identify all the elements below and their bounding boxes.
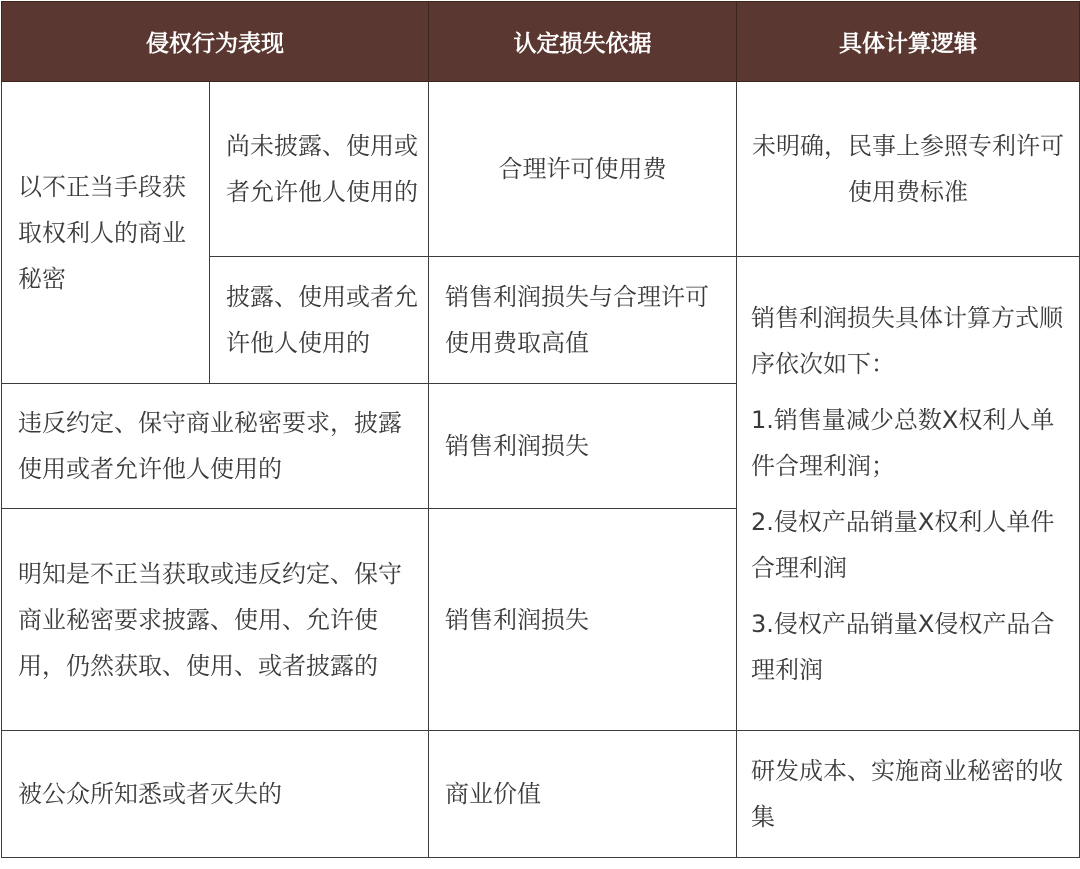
logic-intro: 销售利润损失具体计算方式顺序依次如下： [751,303,1063,378]
behavior-breach: 违反约定、保守商业秘密要求，披露使用或者允许他人使用的 [2,384,429,509]
basis-profit-loss-2: 销售利润损失 [429,509,737,731]
loss-calculation-table [1,1,1080,858]
table-row [2,82,1080,257]
behavior-disclosed: 披露、使用或者允许他人使用的 [210,257,429,384]
basis-profit-loss: 销售利润损失 [429,384,737,509]
behavior-undisclosed: 尚未披露、使用或者允许他人使用的 [210,82,429,257]
table-header-row [2,2,1080,82]
basis-license-fee: 合理许可使用费 [429,82,737,257]
logic-profit-loss [737,257,1080,731]
behavior-improper-means: 以不正当手段获取权利人的商业秘密 [2,82,210,384]
logic-rd-cost: 研发成本、实施商业秘密的收集 [737,731,1080,858]
header-behavior: 侵权行为表现 [2,2,429,82]
header-basis: 认定损失依据 [429,2,737,82]
logic-patent-reference: 未明确，民事上参照专利许可使用费标准 [737,82,1080,257]
behavior-public: 被公众所知悉或者灭失的 [2,731,429,858]
table-row [2,731,1080,858]
logic-step-3: 3.侵权产品销量X侵权产品合理利润 [751,609,1055,684]
logic-step-1: 1.销售量减少总数X权利人单件合理利润； [751,405,1055,480]
basis-higher-value: 销售利润损失与合理许可使用费取高值 [429,257,737,384]
logic-step-2: 2.侵权产品销量X权利人单件合理利润 [751,507,1055,582]
header-logic: 具体计算逻辑 [737,2,1080,82]
basis-commercial-value: 商业价值 [429,731,737,858]
behavior-knowing: 明知是不正当获取或违反约定、保守商业秘密要求披露、使用、允许使用，仍然获取、使用、或者披露的 [2,509,429,731]
